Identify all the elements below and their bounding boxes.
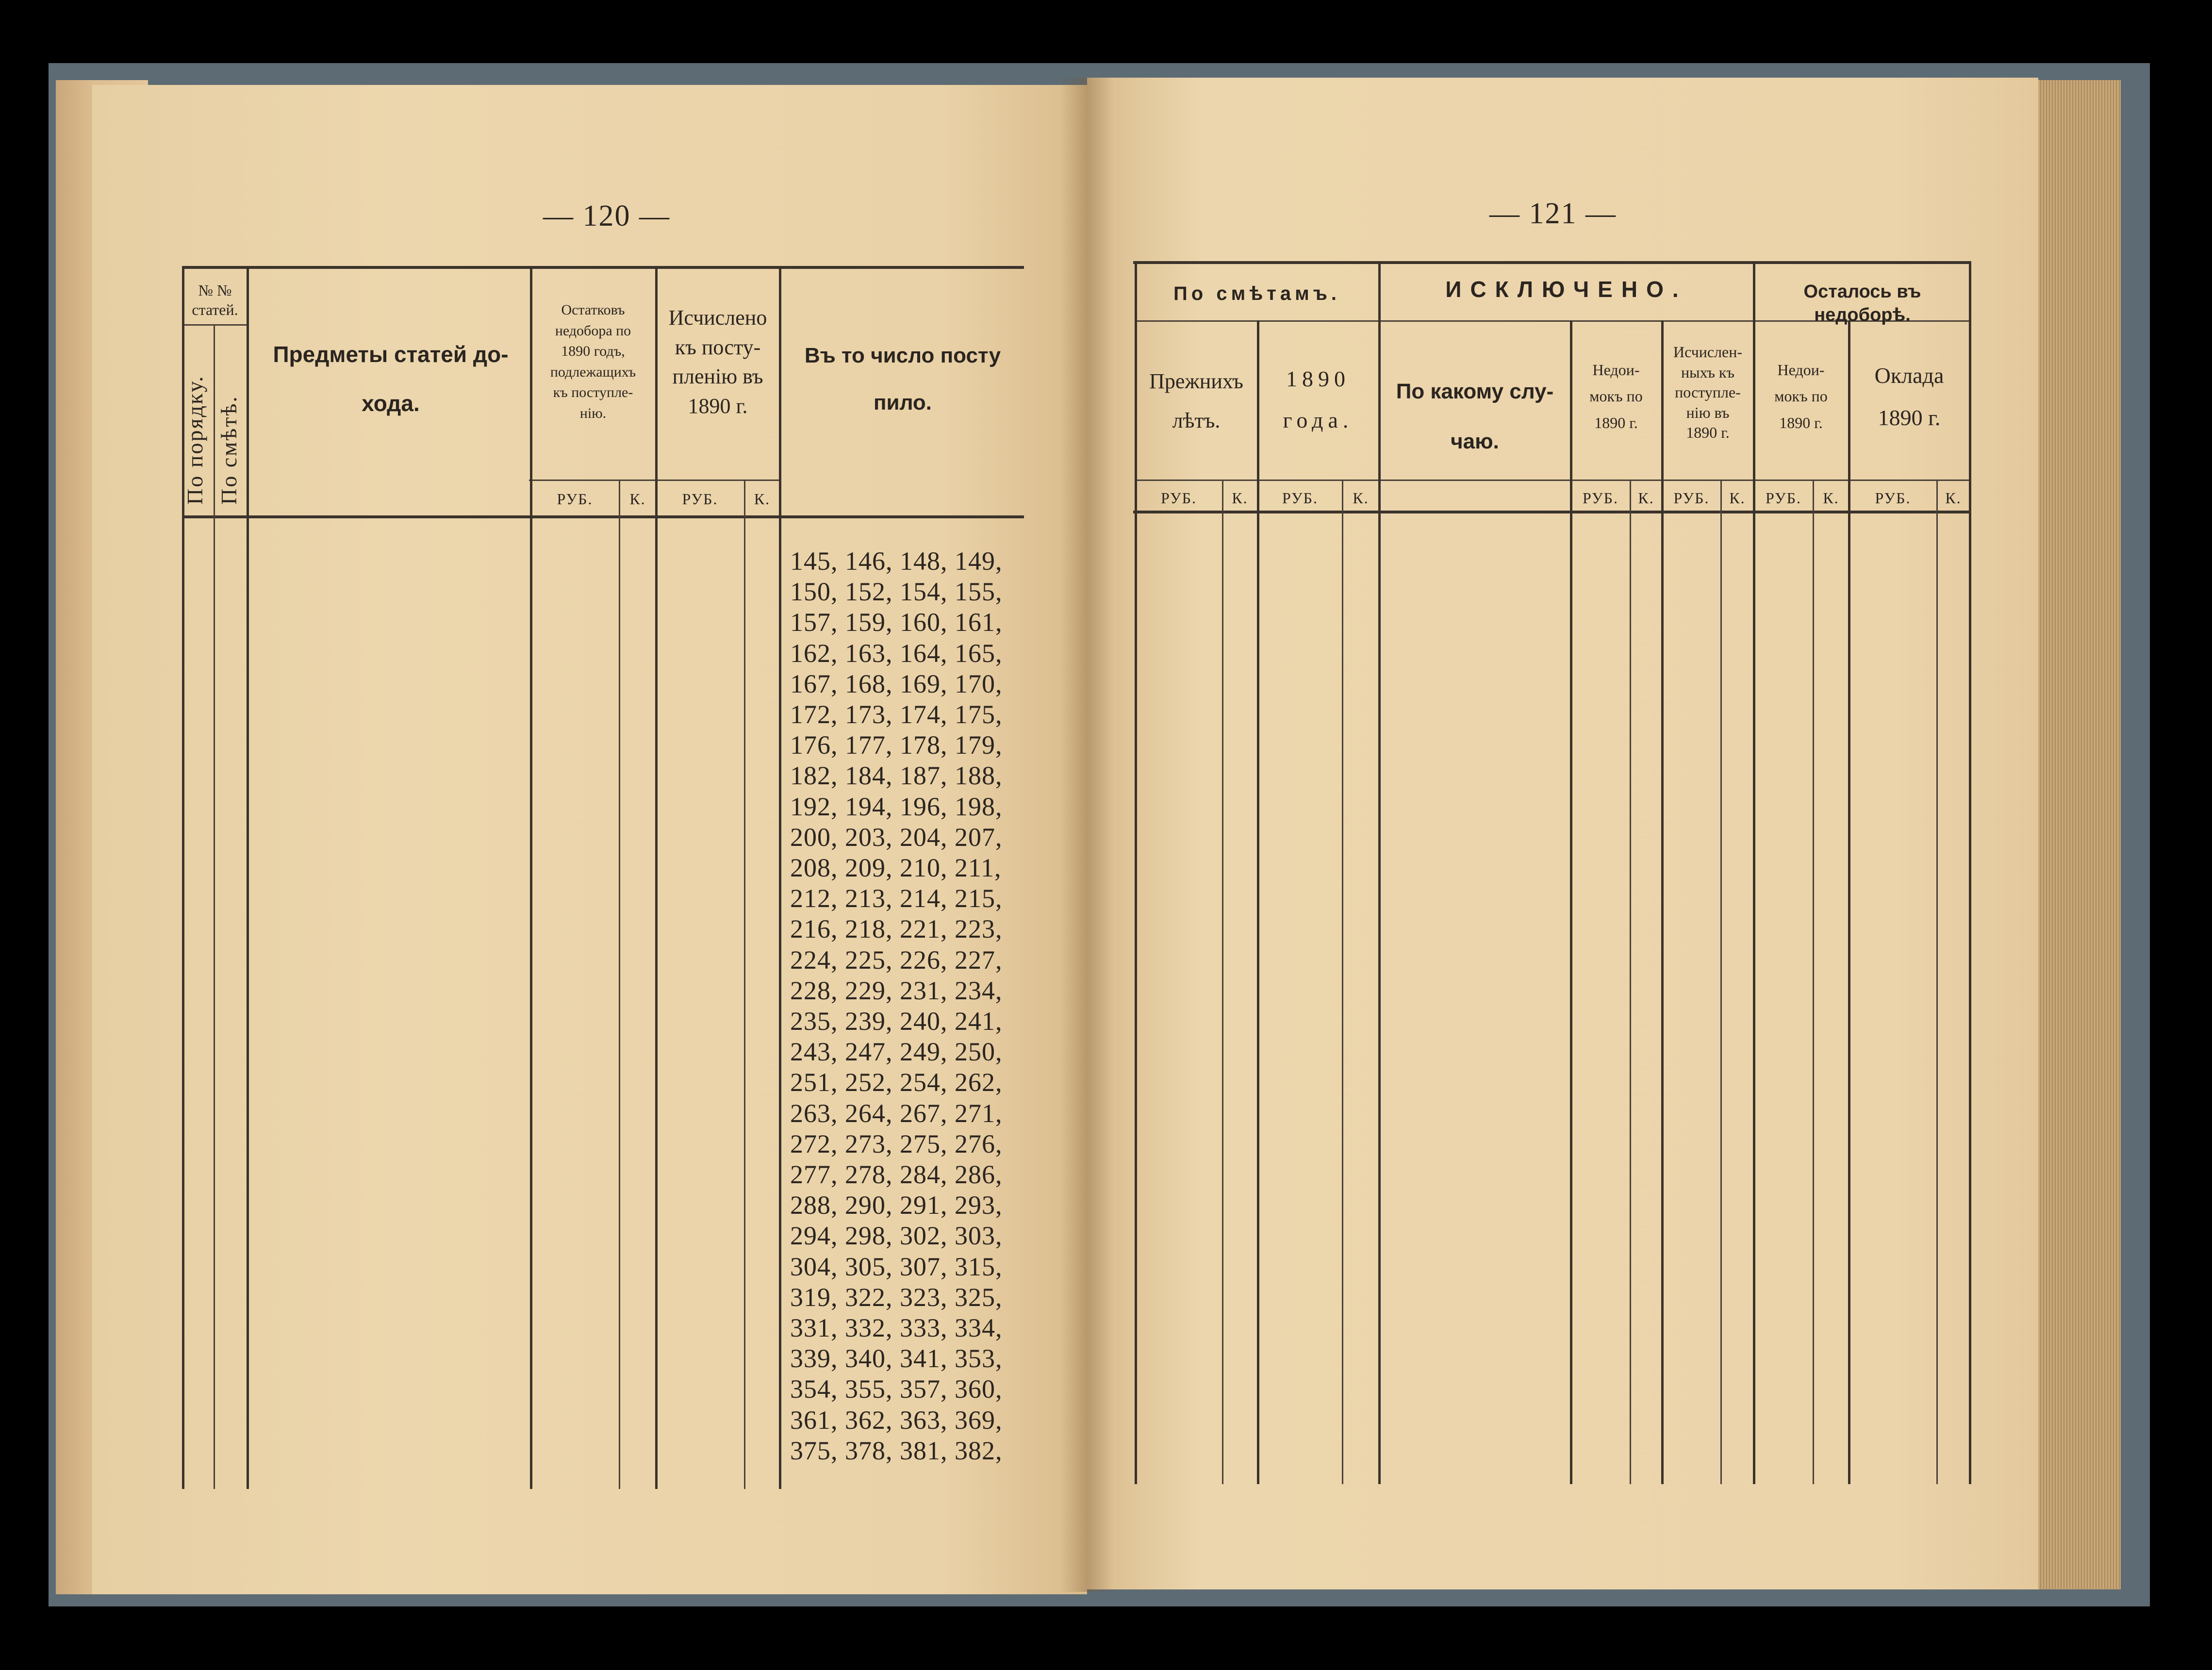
header-oklada: Оклада 1890 г. [1874, 363, 1944, 430]
right-page-edges [2038, 80, 2121, 1589]
r-unit-kop-4: К. [1729, 489, 1746, 507]
article-number-row: 339, 340, 341, 353, [790, 1344, 1003, 1373]
left-nn-rule [183, 324, 247, 326]
article-number-row: 277, 278, 284, 286, [790, 1160, 1003, 1190]
article-number-row: 212, 213, 214, 215, [790, 884, 1003, 913]
article-number-row: 272, 273, 275, 276, [790, 1129, 1003, 1158]
header-po-kakomu: По какому слу- чаю. [1396, 380, 1554, 454]
article-number-row: 224, 225, 226, 227, [790, 945, 1003, 975]
right-unit-rule [1136, 480, 1970, 481]
right-col-line-8 [1720, 480, 1722, 1484]
header-1890-goda: 1890 года. [1283, 366, 1354, 433]
article-number-row: 157, 159, 160, 161, [790, 608, 1003, 637]
left-col-line-7 [779, 266, 781, 1489]
left-col-line-6 [744, 480, 745, 1489]
r-unit-rub-4: РУБ. [1673, 489, 1710, 507]
article-number-row: 167, 168, 169, 170, [790, 669, 1003, 698]
right-col-line-13 [1969, 261, 1971, 1484]
article-number-list [790, 546, 1003, 1466]
right-col-line-1 [1222, 480, 1223, 1484]
header-ischislennykh: Исчислен- ныхъ къ поступле- нію въ 1890 г. [1673, 343, 1743, 442]
article-number-row: 243, 247, 249, 250, [790, 1037, 1003, 1067]
header-po-smete: По смѣтѣ. [216, 395, 241, 505]
header-nn-statey: № № статей. [192, 281, 238, 318]
article-number-row: 182, 184, 187, 188, [790, 761, 1003, 791]
article-number-row: 145, 146, 148, 149, [790, 546, 1003, 576]
article-number-row: 304, 305, 307, 315, [790, 1252, 1003, 1281]
left-page-number: — 120 — [543, 199, 670, 232]
article-number-row: 150, 152, 154, 155, [790, 577, 1003, 607]
header-prezhnikh: Прежнихъ лѣтъ. [1149, 369, 1243, 433]
r-unit-kop-2: К. [1353, 489, 1369, 507]
right-col-line-9 [1753, 261, 1755, 1484]
article-number-row: 361, 362, 363, 369, [790, 1405, 1003, 1435]
header-predmety: Предметы статей до- хода. [273, 342, 509, 416]
article-number-row: 228, 229, 231, 234, [790, 976, 1003, 1005]
r-unit-rub-1: РУБ. [1160, 489, 1197, 507]
unit-kop-ostatkov: К. [629, 490, 646, 508]
spine-shadow [1060, 78, 1114, 1592]
r-unit-rub-3: РУБ. [1582, 489, 1619, 507]
r-unit-rub-2: РУБ. [1282, 489, 1319, 507]
header-po-poryadku: По порядку. [182, 375, 207, 505]
article-number-row: 162, 163, 164, 165, [790, 638, 1003, 668]
header-ischisleno: Исчислено къ посту- пленію въ 1890 г. [668, 306, 767, 418]
article-number-row: 294, 298, 302, 303, [790, 1221, 1003, 1251]
article-number-row: 176, 177, 178, 179, [790, 730, 1003, 760]
left-table-top-rule [182, 266, 1024, 269]
article-number-row: 354, 355, 357, 360, [790, 1374, 1003, 1404]
article-number-row: 172, 173, 174, 175, [790, 700, 1003, 729]
r-unit-rub-5: РУБ. [1765, 489, 1802, 507]
unit-rub-ischisleno: РУБ. [682, 490, 718, 508]
article-number-row: 288, 290, 291, 293, [790, 1190, 1003, 1220]
article-number-row: 263, 264, 267, 271, [790, 1098, 1003, 1128]
article-number-row: 235, 239, 240, 241, [790, 1007, 1003, 1036]
right-col-line-3 [1342, 480, 1343, 1484]
article-number-row: 331, 332, 333, 334, [790, 1313, 1003, 1343]
r-unit-kop-1: К. [1232, 489, 1248, 507]
header-po-smetam: По смѣтамъ. [1173, 283, 1340, 304]
right-col-line-10 [1813, 480, 1814, 1484]
article-number-row: 192, 194, 196, 198, [790, 792, 1003, 821]
header-isklyucheno: ИСКЛЮЧЕНО. [1445, 277, 1687, 302]
r-unit-rub-6: РУБ. [1875, 489, 1911, 507]
article-number-row: 251, 252, 254, 262, [790, 1068, 1003, 1097]
unit-rub-ostatkov: РУБ. [557, 490, 593, 508]
article-number-row: 200, 203, 204, 207, [790, 822, 1003, 852]
article-number-row: 208, 209, 210, 211, [790, 853, 1002, 883]
left-table-header-rule [182, 515, 1024, 518]
left-col-line-2 [247, 266, 249, 1489]
header-nedoimok-1: Недои- мокъ по 1890 г. [1589, 361, 1643, 431]
header-ostatkov: Остатковъ недобора по 1890 годъ, подлежащихъ къ поступле- нію. [550, 302, 636, 421]
left-col-line-1 [214, 324, 215, 1489]
r-unit-kop-5: К. [1823, 489, 1839, 507]
right-col-line-12 [1936, 480, 1938, 1484]
right-col-line-0 [1135, 261, 1137, 1484]
header-ostalos: Осталось въ недоборѣ. [1803, 281, 1921, 325]
article-number-row: 375, 378, 381, 382, [790, 1436, 1003, 1465]
right-page-number: — 121 — [1489, 197, 1617, 230]
article-number-row: 319, 322, 323, 325, [790, 1282, 1003, 1312]
header-nedoimok-2: Недои- мокъ по 1890 г. [1774, 361, 1828, 431]
r-unit-kop-6: К. [1945, 489, 1962, 507]
article-number-row: 216, 218, 221, 223, [790, 914, 1003, 944]
unit-kop-ischisleno: К. [754, 490, 771, 508]
left-col-line-4 [619, 480, 620, 1489]
header-v-to-chislo: Въ то число посту пило. [804, 344, 1001, 414]
left-col-line-5 [655, 266, 658, 1489]
r-unit-kop-3: К. [1638, 489, 1654, 507]
right-table-top-rule [1133, 261, 1970, 264]
left-unit-rule [529, 480, 779, 481]
left-col-line-3 [530, 266, 532, 1489]
right-col-line-6 [1630, 480, 1631, 1484]
